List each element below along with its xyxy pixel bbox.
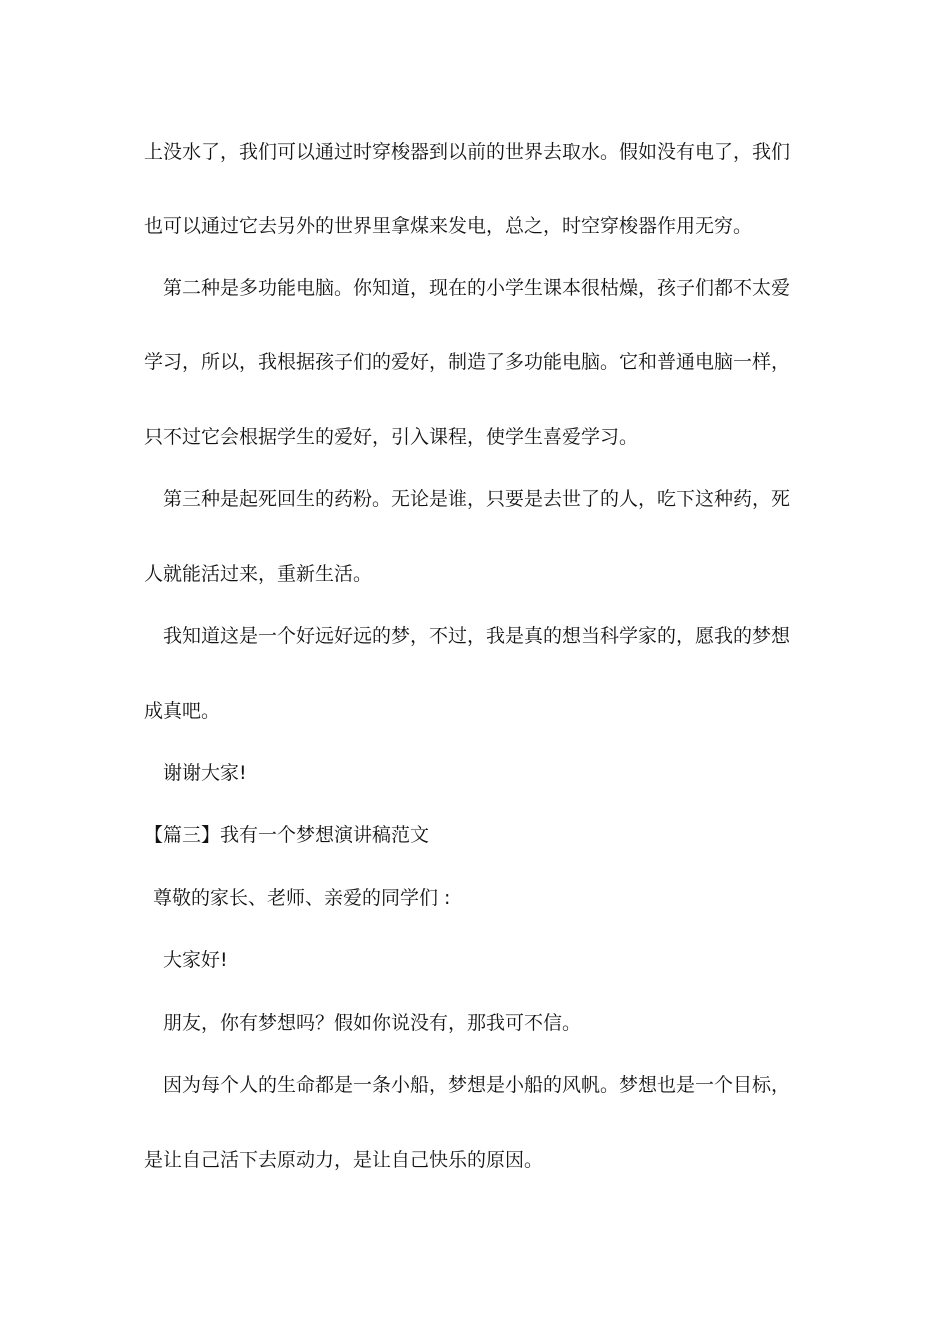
text-line: 人就能活过来，重新生活。	[144, 563, 373, 585]
salutation: 尊敬的家长、老师、亲爱的同学们 :	[153, 887, 451, 909]
text-line: 我知道这是一个好远好远的梦，不过，我是真的想当科学家的，愿我的梦想	[163, 625, 791, 647]
text-line: 第二种是多功能电脑。你知道，现在的小学生课本很枯燥，孩子们都不太爱	[163, 277, 791, 299]
greeting: 大家好!	[163, 949, 228, 971]
text-line: 是让自己活下去原动力，是让自己快乐的原因。	[144, 1149, 544, 1171]
text-line: 第三种是起死回生的药粉。无论是谁，只要是去世了的人，吃下这种药，死	[163, 488, 791, 510]
text-line: 朋友，你有梦想吗？假如你说没有，那我可不信。	[163, 1012, 582, 1034]
text-line: 谢谢大家!	[163, 762, 247, 784]
section-heading: 【篇三】我有一个梦想演讲稿范文	[144, 824, 430, 846]
text-line: 因为每个人的生命都是一条小船，梦想是小船的风帆。梦想也是一个目标，	[163, 1074, 791, 1096]
text-line: 也可以通过它去另外的世界里拿煤来发电，总之，时空穿梭器作用无穷。	[144, 215, 753, 237]
text-line: 成真吧。	[144, 700, 221, 722]
text-line: 学习，所以，我根据孩子们的爱好，制造了多功能电脑。它和普通电脑一样，	[144, 351, 791, 373]
text-line: 上没水了，我们可以通过时穿梭器到以前的世界去取水。假如没有电了，我们	[144, 141, 791, 163]
text-line: 只不过它会根据学生的爱好，引入课程，使学生喜爱学习。	[144, 426, 639, 448]
